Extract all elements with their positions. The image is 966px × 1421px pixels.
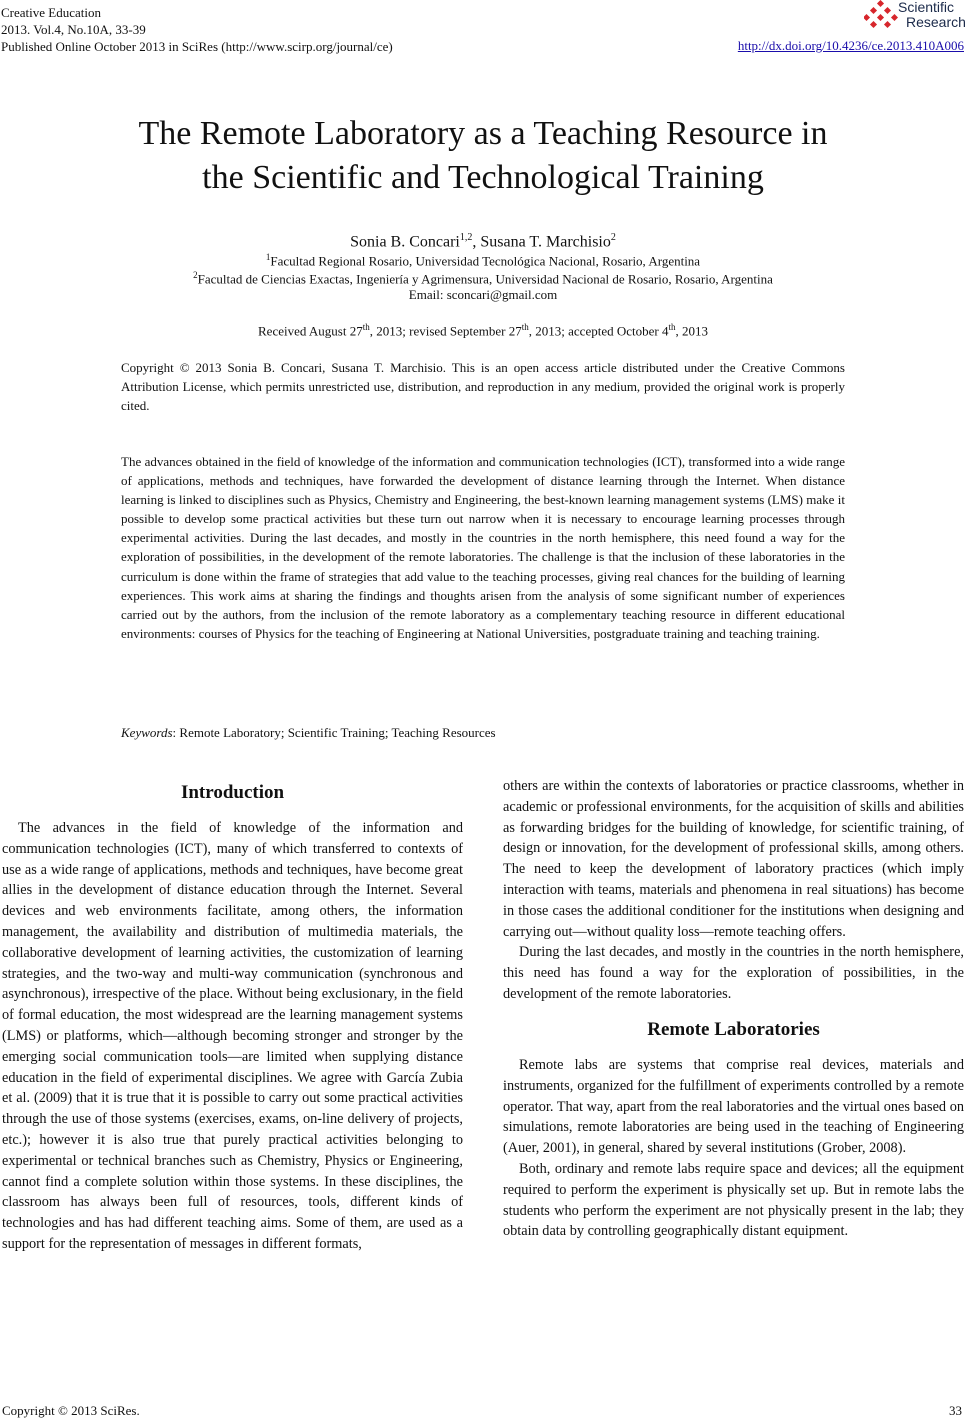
intro-paragraph-1: The advances in the field of knowledge of the information and communication technologies (ICT), many of which transferred to contexts of use as a wide range of applications, methods and techniques, have become great allies in the development of distance education through the Internet. Several devices and web environments facilitate, among others, the information management, the availability and distribution of multimedia materials, the collaborative development of learning activities, the customization of learning strategies, and the two-way and multi-way communication (synchronous and asynchronous), irrespective of the place. Without being exclusionary, in the field of formal education, the most widespread are the learning management systems (LMS) or platforms, which—although becoming stronger and stronger by the emerging social communication tools—are limited when supplying distance education in the field of experimental disciplines. We agree with García Zubia et al. (2009) that it is true that it is possible to carry out some practical activities through the use of those systems (exercises, exams, on-line delivery of projects, etc.); however it is also true that purely practical activities belonging to experimental or technical branches such as Chemistry, Physics or Engineering, cannot find a complete solution within those systems. In these disciplines, the classroom has always been full of resources, tools, different kinds of technologies and has had different teaching aims. Some of them, are used as a support for the representation of messages in different formats, — [2, 820, 463, 1252]
author-1-affil: 1,2 — [459, 232, 473, 243]
keywords-label: Keywords — [121, 725, 173, 740]
accepted-text: , 2013; accepted October 4 — [528, 323, 669, 339]
keywords — [121, 725, 496, 741]
remote-labs-heading: Remote Laboratories — [647, 1019, 820, 1040]
affiliation-1-number: 1 — [265, 252, 271, 262]
doi-link[interactable]: http://dx.doi.org/10.4236/ce.2013.410A006 — [737, 38, 964, 53]
footer-copyright: Copyright © 2013 SciRes. — [2, 1403, 140, 1418]
remote-labs-section — [503, 1055, 964, 1242]
abstract: The advances obtained in the field of knowledge of the information and communication technologies (ICT), transformed into a wide range of applications, methods and techniques, have forwarded the development of distance learning through the Internet. When distance learning is linked to disciplines such as Physics, Chemistry and Engineering, the best-known learning management systems (LMS) make it possible to develop some practical activities but these turn out narrow when it is necessary to encourage learning processes through experimental activities. During the last decades, and mostly in the countries in the north hemisphere, this need found a way for the exploration of possibilities, in the development of the remote laboratories. The challenge is that the inclusion of these laboratories in the curriculum is done within the frame of strategies that add value to the teaching processes, giving real chances for the building of learning experiences. This work aims at sharing the findings and thoughts arisen from the analysis of some significant number of experiences carried out by the authors, from the inclusion of the remote laboratory as a complementary teaching resource in different educational environments: courses of Physics for the teaching of Engineering at National Universities, postgraduate training and teaching training. — [121, 454, 845, 641]
title-line-2: the Scientific and Technological Training — [202, 159, 764, 196]
received-dates — [0, 322, 966, 339]
right-column — [503, 776, 964, 1005]
author-1: Sonia B. Concari — [350, 233, 460, 251]
title-line-1: The Remote Laboratory as a Teaching Resource in — [138, 115, 828, 152]
journal-name: Creative Education — [1, 5, 101, 20]
revised-text: , 2013; revised September 27 — [369, 323, 522, 339]
keywords-list: : Remote Laboratory; Scientific Training; Teaching Resources — [172, 725, 496, 740]
author-2-affil: 2 — [610, 232, 616, 243]
received-sup: th — [362, 322, 370, 332]
remote-labs-paragraph-1: Remote labs are systems that comprise real devices, materials and instruments, organized for the fulfillment of experiments controlled by a remote operator. That way, apart from the real laboratories and the virtual ones based on simulations, remote laboratories are being used in the teaching of Engineering (Auer, 2001), in general, shared by several institutions (Grober, 2008). — [503, 1057, 964, 1157]
scientific-research-logo — [864, 0, 964, 36]
intro-paragraph-2: During the last decades, and mostly in the countries in the north hemisphere, this need has found a way for the exploration of possibilities, in the development of the remote laboratories. — [503, 944, 964, 1002]
revised-sup: th — [521, 322, 529, 332]
author-separator: , — [472, 233, 481, 251]
affiliation-2 — [0, 267, 966, 287]
logo-text-line2: Research — [906, 14, 966, 30]
left-column — [2, 818, 463, 1255]
affiliation-1-text: Facultad Regional Rosario, Universidad Tecnológica Nacional, Rosario, Argentina — [270, 253, 701, 269]
journal-volume: 2013. Vol.4, No.10A, 33-39 — [1, 22, 146, 37]
journal-published: Published Online October 2013 in SciRes (http://www.scirp.org/journal/ce) — [1, 39, 393, 54]
author-2: Susana T. Marchisio — [480, 233, 611, 251]
page-number: 33 — [949, 1403, 962, 1418]
introduction-heading: Introduction — [180, 782, 285, 803]
intro-paragraph-1-continued: others are within the contexts of laboratories or practice classrooms, whether in academic or professional environments, for the acquisition of skills and abilities as forwarding bridges for the building of knowledge, for scientific training, of design or innovation, for the development of professional skills, among others. The need to keep the development of laboratory practices (which imply interaction with teams, materials and phenomena in real situations) has become in those cases the additional conditioner for the institutions when designing and carrying out—without quality loss—remote teaching offers. — [503, 778, 964, 940]
affiliation-2-text: Facultad de Ciencias Exactas, Ingeniería y Agrimensura, Universidad Nacional de Rosario, Rosario, Argentina — [197, 271, 773, 287]
received-text: Received August 27 — [258, 323, 363, 339]
accepted-year: , 2013 — [675, 323, 708, 339]
logo-diamond-icon — [864, 0, 898, 32]
copyright-notice: Copyright © 2013 Sonia B. Concari, Susana T. Marchisio. This is an open access article distributed under the Creative Commons Attribution License, which permits unrestricted use, distribution, and reproduction in any medium, provided the original work is properly cited. — [121, 360, 845, 414]
affiliation-2-number: 2 — [193, 270, 198, 280]
accepted-sup: th — [668, 322, 676, 332]
author-email: Email: sconcari@gmail.com — [408, 287, 558, 302]
remote-labs-paragraph-2: Both, ordinary and remote labs require space and devices; all the equipment required to perform the experiment is physically set up. But in remote labs the students who perform the experiment are not physically present in the lab; they obtain data by controlling geographically distant equipment. — [503, 1160, 964, 1240]
paper-title — [40, 112, 926, 200]
logo-text-line1: Scientific — [898, 0, 955, 15]
journal-header — [1, 4, 393, 55]
